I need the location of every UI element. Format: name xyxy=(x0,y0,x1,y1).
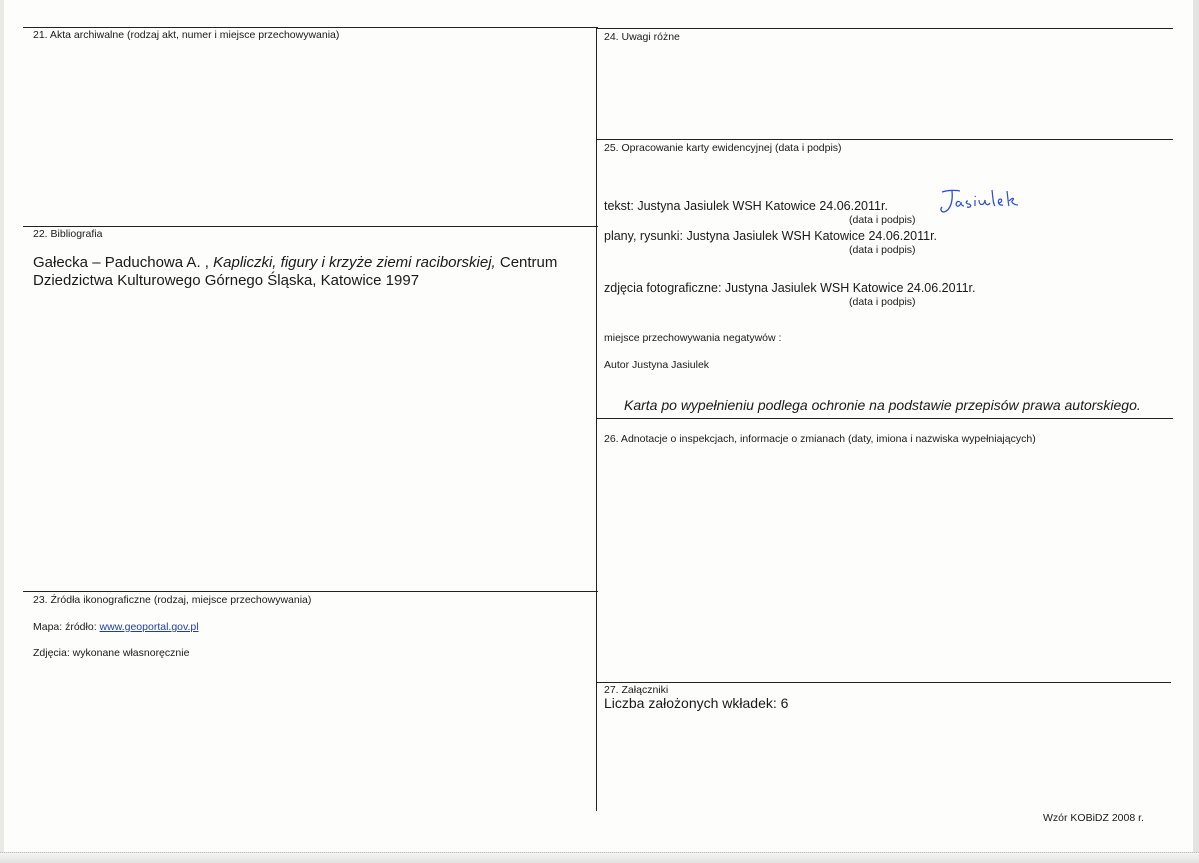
bibliography-line-2: Dziedzictwa Kulturowego Górnego Śląska, Katowice 1997 xyxy=(33,272,420,289)
top-rule-left xyxy=(23,27,598,28)
map-source-prefix: Mapa: źródło: xyxy=(33,621,100,633)
section-22-label: 22. Bibliografia xyxy=(33,228,103,240)
rule-21-22 xyxy=(23,226,598,227)
bibliography-title: Kapliczki, figury i krzyże ziemi raciborskiej, xyxy=(213,254,496,271)
photos-author-line: zdjęcia fotograficzne: Justyna Jasiulek WSH Katowice 24.06.2011r. xyxy=(604,281,976,295)
rule-24-25 xyxy=(596,139,1173,140)
date-signature-caption-3: (data i podpis) xyxy=(849,296,916,308)
top-rule-right xyxy=(596,28,1173,29)
section-24-label: 24. Uwagi różne xyxy=(604,31,680,43)
date-signature-caption-2: (data i podpis) xyxy=(849,244,916,256)
template-footer: Wzór KOBiDZ 2008 r. xyxy=(1043,812,1144,824)
negatives-storage-label: miejsce przechowywania negatywów : xyxy=(604,332,782,344)
handwritten-signature-icon xyxy=(938,186,1038,220)
scan-left-edge xyxy=(0,0,4,862)
scan-right-edge xyxy=(1193,0,1199,862)
plans-author-line: plany, rysunki: Justyna Jasiulek WSH Katowice 24.06.2011r. xyxy=(604,229,938,243)
text-author-line: tekst: Justyna Jasiulek WSH Katowice 24.06.2011r. xyxy=(604,199,888,213)
map-source-line xyxy=(33,621,199,633)
section-25-label: 25. Opracowanie karty ewidencyjnej (data i podpis) xyxy=(604,142,842,154)
geoportal-link[interactable]: www.geoportal.gov.pl xyxy=(99,621,199,633)
rule-26-27 xyxy=(596,682,1171,683)
section-21-label: 21. Akta archiwalne (rodzaj akt, numer i miejsce przechowywania) xyxy=(33,29,340,41)
photos-source-line: Zdjęcia: wykonane własnoręcznie xyxy=(33,647,190,659)
section-27-label: 27. Załączniki xyxy=(604,684,669,696)
copyright-note: Karta po wypełnieniu podlega ochronie na podstawie przepisów prawa autorskiego. xyxy=(624,397,1141,413)
inserts-count: Liczba założonych wkładek: 6 xyxy=(604,695,789,711)
date-signature-caption-1: (data i podpis) xyxy=(849,214,916,226)
bibliography-line-1 xyxy=(33,254,557,271)
section-23-label: 23. Źródła ikonograficzne (rodzaj, miejsce przechowywania) xyxy=(33,594,312,606)
rule-22-23 xyxy=(23,591,598,592)
rule-25-26 xyxy=(596,418,1173,419)
scan-bottom-edge xyxy=(0,852,1199,863)
author-name-line: Autor Justyna Jasiulek xyxy=(604,359,710,371)
bibliography-publisher-start: Centrum xyxy=(495,254,558,271)
section-26-label: 26. Adnotacje o inspekcjach, informacje o zmianach (daty, imiona i nazwiska wypełniających) xyxy=(604,433,1036,445)
bibliography-author: Gałecka – Paduchowa A. , xyxy=(33,254,214,271)
center-divider xyxy=(596,27,597,811)
